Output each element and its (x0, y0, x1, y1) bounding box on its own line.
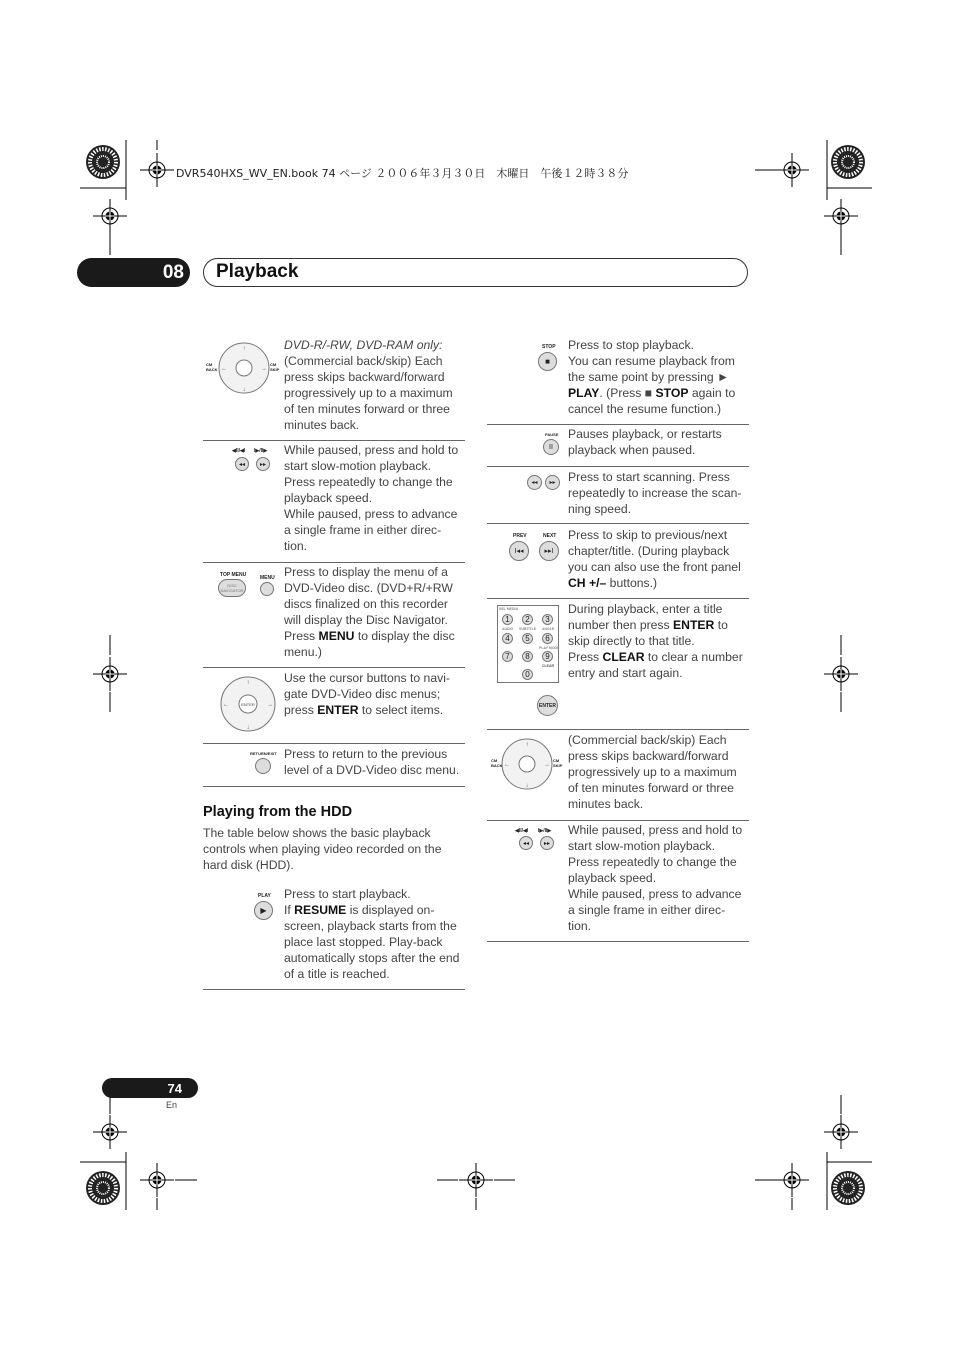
print-header: DVR540HXS_WV_EN.book 74 ページ ２００６年３月３０日 木曜日 午後１２時３８分 (176, 167, 629, 180)
divider (203, 743, 465, 744)
cm-skip-label: CM SKIP (553, 758, 563, 768)
divider (487, 598, 749, 599)
svg-text:←: ← (223, 702, 229, 708)
next-button: ▸▸I (539, 541, 559, 561)
scan-forward-button: ▸▸ (545, 475, 560, 490)
key-2: 2 (522, 614, 533, 625)
divider (487, 941, 749, 942)
cm-back-label: CM BACK (206, 362, 218, 372)
key-0: 0 (522, 669, 533, 680)
menu-button (260, 582, 274, 596)
disc-navigator-label: DISC NAVIGATOR (220, 583, 244, 593)
slow-fwd-label: I▶/II▶ (254, 448, 268, 454)
right-row-4-text: Press to skip to previous/next chapter/title. (During playback you can also use the front panel CH +/– buttons.) (568, 528, 741, 590)
divider (203, 440, 465, 441)
scan-reverse-button: ◂◂ (527, 475, 542, 490)
hdd-intro-paragraph: The table below shows the basic playback controls when playing video recorded on the hard disk (HDD). (203, 826, 442, 872)
key-1: 1 (502, 614, 513, 625)
right-row-1-text: Press to stop playback. You can resume playback from the same point by pressing ► PLAY. (Press ■ STOP again to cancel the resume function.) (568, 338, 736, 416)
play-button: ▶ (254, 901, 273, 920)
clear-label: CLEAR (542, 664, 555, 668)
key-9: 9 (542, 651, 553, 662)
slow-forward-button: ▸▸ (256, 457, 270, 471)
page-language: En (166, 1100, 178, 1110)
enter-button: ENTER (537, 695, 558, 716)
svg-text:↑: ↑ (246, 680, 250, 686)
divider (203, 989, 465, 990)
return-exit-label: RETURN/EXIT (250, 751, 277, 756)
svg-text:→: → (267, 702, 273, 708)
play-mode-label: PLAY MODE (539, 646, 560, 650)
prev-label: PREV (513, 533, 527, 539)
svg-text:↑: ↑ (525, 742, 529, 748)
key-6: 6 (542, 633, 553, 644)
key-8: 8 (522, 651, 533, 662)
audio-label: AUDIO (502, 627, 514, 631)
divider (487, 424, 749, 425)
left-row-3-text: Press to display the menu of a DVD-Video disc. (DVD+R/+RW discs finalized on this recorder will display the Disc Navigator. Press MENU to display the disc menu.) (284, 565, 455, 659)
svg-text:→: → (261, 366, 267, 372)
play-row-text: Press to start playback. If RESUME is displayed on-screen, playback starts from the place last stopped. Play-back automatically stops after the end of a title is reached. (284, 887, 460, 981)
section-heading-hdd: Playing from the HDD (203, 804, 353, 820)
slow-reverse-button: ◂◂ (235, 457, 249, 471)
left-row-2-text: While paused, press and hold to start slow-motion playback. Press repeatedly to change the playback speed. While paused, press to advance a single frame in either direc-tion. (284, 443, 459, 553)
slow-rev-label: ◀II/◀I (232, 448, 246, 454)
left-row-4-text: Use the cursor buttons to navi-gate DVD-Video disc menus; press ENTER to select items. (284, 671, 450, 717)
divider (203, 562, 465, 563)
return-button (255, 758, 271, 774)
next-label: NEXT (543, 533, 557, 539)
right-row-5-text: During playback, enter a title number then press ENTER to skip directly to that title. Press CLEAR to clear a number entry and start again. (568, 602, 743, 680)
top-menu-label: TOP MENU (220, 572, 247, 578)
key-7: 7 (502, 651, 513, 662)
chapter-title: Playback (216, 261, 299, 282)
number-keypad (497, 605, 559, 683)
right-row-2-text: Pauses playback, or restarts playback when paused. (568, 427, 722, 457)
angle-label: ANGLE (542, 627, 555, 631)
pause-button: II (543, 439, 559, 455)
stop-button: ■ (538, 352, 557, 371)
slow-forward-button: ▸▸ (540, 836, 554, 850)
pause-label: PAUSE (545, 432, 559, 437)
left-row-1-text: DVD-R/-RW, DVD-RAM only: (Commercial back/skip) Each press skips backward/forward progressively up to a maximum of ten minutes forward or three minutes back. (284, 338, 453, 432)
top-menu-button (218, 579, 246, 597)
stop-label: STOP (542, 344, 556, 350)
subtitle-label: SUBTITLE (519, 627, 537, 631)
left-row-5-text: Press to return to the previous level of a DVD-Video disc menu. (284, 747, 460, 777)
divider (203, 786, 465, 787)
svg-text:↓: ↓ (525, 783, 529, 789)
cursor-pad-icon (218, 675, 278, 735)
menu-label: MENU (260, 575, 275, 581)
slow-rev-label: ◀II/◀I (515, 828, 529, 834)
slow-fwd-label: I▶/II▶ (538, 828, 552, 834)
prev-button: I◂◂ (509, 541, 529, 561)
divider (487, 820, 749, 821)
svg-text:←: ← (504, 762, 510, 768)
key-3: 3 (542, 614, 553, 625)
right-row-3-text: Press to start scanning. Press repeatedly to increase the scan-ning speed. (568, 470, 742, 516)
svg-text:→: → (544, 762, 550, 768)
svg-text:↑: ↑ (242, 346, 246, 352)
cm-back-label: CM BACK (491, 758, 503, 768)
divider (487, 729, 749, 730)
divider (487, 523, 749, 524)
chapter-number-badge: 08 (77, 258, 190, 287)
svg-text:↓: ↓ (246, 725, 250, 731)
divider (487, 466, 749, 467)
svg-text:↓: ↓ (242, 387, 246, 393)
key-4: 4 (502, 633, 513, 644)
right-row-6-text: (Commercial back/skip) Each press skips backward/forward progressively up to a maximum of ten minutes forward or three minutes back. (568, 733, 737, 811)
svg-text:ENTER: ENTER (241, 702, 255, 707)
cm-skip-label: CM SKIP (270, 362, 280, 372)
divider (203, 667, 465, 668)
key-5: 5 (522, 633, 533, 644)
right-row-7-text: While paused, press and hold to start slow-motion playback. Press repeatedly to change the playback speed. While paused, press to advance a single frame in either direc-tion. (568, 823, 743, 933)
sel-media-label: SEL MEDIA (499, 607, 518, 611)
svg-text:←: ← (221, 366, 227, 372)
play-label: PLAY (258, 893, 271, 899)
slow-reverse-button: ◂◂ (519, 836, 533, 850)
page-number-badge: 74 (102, 1078, 198, 1098)
